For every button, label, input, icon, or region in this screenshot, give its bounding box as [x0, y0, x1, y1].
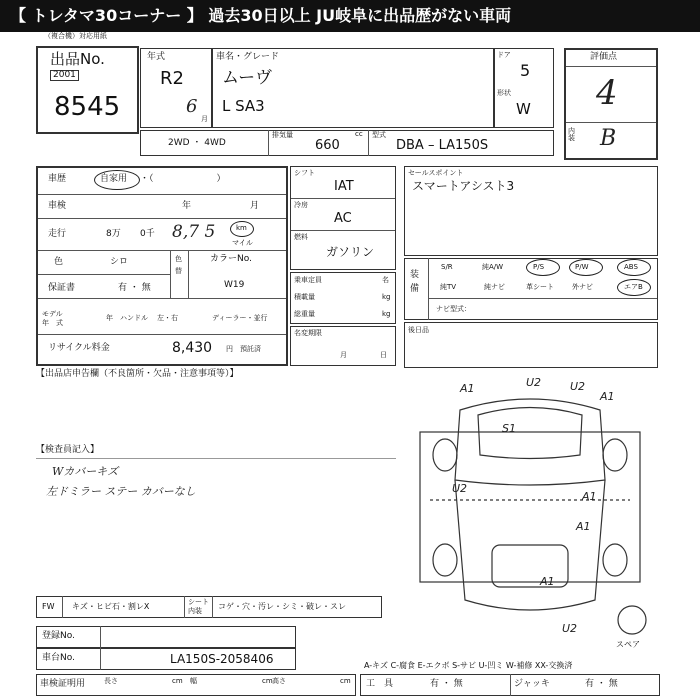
mark-a1-bottom: A1 — [540, 575, 555, 588]
eq-navi: 純ナビ — [484, 283, 505, 291]
mileage-label: 走行 — [48, 229, 67, 239]
color-code-label: カラーNo. — [210, 254, 252, 264]
year-era: R2 — [160, 68, 184, 89]
mark-a1-right: A1 — [600, 390, 615, 403]
chassis-label: 車台No. — [42, 653, 75, 663]
eq-aw: 純A/W — [482, 263, 504, 271]
sales-label: セールスポイント — [408, 169, 464, 177]
shape-value: W — [516, 100, 531, 118]
history-circle — [94, 170, 140, 190]
mileage-km: km — [236, 224, 247, 232]
shift-label: シフト — [294, 169, 315, 177]
banner-title: 【 トレタマ30コーナー 】 過去30日以上 JU岐阜に出品歴がない車両 — [10, 6, 512, 25]
cert-h: 高さ — [272, 677, 286, 685]
disp-label: 排気量 — [272, 131, 293, 139]
inspection-month: 月 — [250, 201, 260, 211]
eq-tv: 純TV — [440, 283, 457, 291]
type-label: 型式 — [372, 131, 386, 139]
eq-abs: ABS — [624, 263, 638, 271]
mark-u2-top: U2 — [526, 376, 542, 389]
lot-label: 出品No. — [50, 50, 105, 68]
history-value: 自家用 — [100, 174, 128, 184]
wheel-fl — [433, 439, 457, 471]
fuel-label: 燃料 — [294, 233, 308, 241]
eval-score: 4 — [596, 73, 618, 113]
seat-label: シート内装 — [188, 598, 209, 615]
eq-ps: P/S — [533, 263, 545, 271]
cert-label: 車検証明用 — [40, 679, 86, 689]
year-label: 年式 — [147, 52, 166, 62]
km-circle — [230, 221, 254, 237]
handle-label: ハンドル — [120, 314, 148, 322]
eq-pw: P/W — [575, 263, 589, 271]
eval-label: 評価点 — [590, 52, 618, 62]
color-gae: 替 — [175, 267, 182, 275]
reg-box — [36, 626, 296, 648]
mileage-sen: 0千 — [140, 229, 155, 239]
car-grade: L SA3 — [222, 97, 265, 115]
spare-wheel — [618, 606, 646, 634]
capacity-label2: 積載量 — [294, 293, 315, 301]
car-label: 車名・グレード — [216, 52, 280, 62]
tools-value: 有 ・ 無 — [430, 679, 463, 689]
fw-label: FW — [42, 602, 55, 611]
cert-w: 幅 — [190, 677, 197, 685]
model-value: DBA – LA150S — [396, 138, 489, 153]
history-rest: ・（ ） — [140, 174, 226, 184]
warranty-value: 有 ・ 無 — [118, 283, 151, 293]
mark-s1: S1 — [502, 422, 516, 435]
capacity-unit2: kg — [382, 293, 391, 301]
mileage-hand: 8,7 5 — [172, 222, 216, 242]
inspection-year: 年 — [182, 201, 192, 211]
door-label: ドア — [497, 51, 511, 59]
handle-value: 左・右 — [157, 314, 178, 322]
color-code: W19 — [224, 280, 245, 290]
eq-sr: S/R — [441, 263, 453, 271]
color-shoku: 色 — [175, 255, 182, 263]
wheel-fr — [603, 439, 627, 471]
cc-unit: cc — [355, 130, 363, 138]
mark-a1-lower-right: A1 — [576, 520, 591, 533]
inspector-note-2: 左ドミラー ステー カバーなし — [46, 485, 196, 498]
car-diagram — [400, 370, 660, 640]
name-change-day: 日 — [380, 351, 387, 359]
cert-h-cm: cm — [340, 677, 351, 685]
aircon-label: 冷房 — [294, 201, 308, 209]
fw-items: キズ・ヒビ石・割レX — [72, 602, 150, 611]
disp-value: 660 — [315, 138, 340, 153]
navi-type: ナビ型式： — [436, 305, 471, 313]
history-label: 車歴 — [48, 174, 67, 184]
car-name: ムーヴ — [222, 68, 273, 88]
inspector-label: 【検査員記入】 — [36, 445, 100, 455]
drive: 2WD ・ 4WD — [168, 138, 226, 148]
jack-value: 有 ・ 無 — [585, 679, 618, 689]
year-month: 6 — [186, 96, 198, 117]
mileage-mile: マイル — [232, 239, 253, 247]
color-label: 色 — [54, 257, 64, 267]
aftermarket-box — [404, 322, 658, 368]
capacity-label3: 総重量 — [294, 310, 315, 318]
interior-label: 内装 — [568, 127, 575, 142]
door-value: 5 — [520, 61, 531, 80]
wheel-rl — [433, 544, 457, 576]
tools-label: 工 具 — [366, 679, 394, 689]
cert-l: 長さ — [104, 677, 118, 685]
registration-label: 登録No. — [42, 631, 75, 641]
seat-items: コゲ・穴・汚レ・シミ・破レ・スレ — [218, 602, 346, 611]
capacity-unit3: kg — [382, 310, 391, 318]
name-change-month: 月 — [340, 351, 347, 359]
wheel-rr — [603, 544, 627, 576]
corner-note: （複合機）対応用紙 — [44, 32, 107, 40]
rear-glass — [492, 545, 568, 587]
mark-u2-top-right: U2 — [570, 380, 586, 393]
recycle-label: リサイクル料金 — [48, 343, 110, 353]
mark-u2-left: U2 — [452, 482, 468, 495]
capacity-unit1: 名 — [382, 276, 389, 284]
diagram-frame — [420, 432, 640, 582]
info-grid — [36, 166, 288, 366]
recycle-unit: 円 — [226, 345, 233, 353]
recycle-note: 預託済 — [240, 345, 261, 353]
warranty-label: 保証書 — [48, 283, 76, 293]
inspector-note-1: Wカバーキズ — [52, 465, 119, 478]
cert-l-cm: cm — [172, 677, 183, 685]
sales-value: スマートアシスト3 — [412, 179, 515, 193]
jack-label: ジャッキ — [514, 679, 550, 689]
inspection-label: 車検 — [48, 201, 67, 211]
shape-label: 形状 — [497, 89, 511, 97]
year-month-unit: 月 — [201, 115, 208, 123]
capacity-label1: 乗車定員 — [294, 276, 322, 284]
damage-legend: A-キズ C-腐食 E-エクボ S-サビ U-凹ミ W-補修 XX-交換済 — [364, 661, 573, 670]
fuel-value: ガソリン — [326, 245, 375, 259]
cert-w-cm: cm — [262, 677, 273, 685]
mark-u2-bottom: U2 — [562, 622, 578, 635]
eq-extnavi: 外ナビ — [572, 283, 593, 291]
equipment-label: 装備 — [410, 270, 420, 294]
model-year-label1: モデル — [42, 310, 63, 318]
shift-value: IAT — [334, 179, 354, 194]
chassis-value: LA150S-2058406 — [170, 652, 274, 666]
recycle-amount: 8,430 — [172, 340, 213, 356]
dealer-label: ディーラー・並行 — [212, 314, 268, 322]
seller-note-label: 【出品店申告欄（不良箇所・欠品・注意事項等）】 — [36, 369, 239, 379]
eq-seat: 革シート — [526, 283, 554, 291]
lot-code: 2001 — [50, 70, 79, 81]
mark-a1-mid-right: A1 — [582, 490, 597, 503]
name-change-label: 名変期限 — [294, 329, 322, 337]
lot-number: 8545 — [54, 92, 121, 122]
aircon-value: AC — [334, 211, 352, 226]
ps-circle — [526, 259, 560, 276]
model-year-year: 年 — [106, 314, 113, 322]
body-front — [455, 399, 605, 485]
abs-circle — [617, 259, 651, 276]
pw-circle — [569, 259, 603, 276]
bonnet-outline — [478, 408, 582, 459]
color-value: シロ — [110, 257, 129, 267]
eq-airbag: エアB — [624, 283, 643, 291]
spare-label: スペア — [616, 640, 640, 649]
mark-a1-top-left: A1 — [460, 382, 475, 395]
aftermarket-label: 後日品 — [408, 326, 429, 334]
interior-value: B — [600, 126, 617, 151]
mileage-man: 8万 — [106, 229, 121, 239]
airbag-circle — [617, 279, 651, 296]
model-year-label2: 年 式 — [42, 319, 63, 327]
